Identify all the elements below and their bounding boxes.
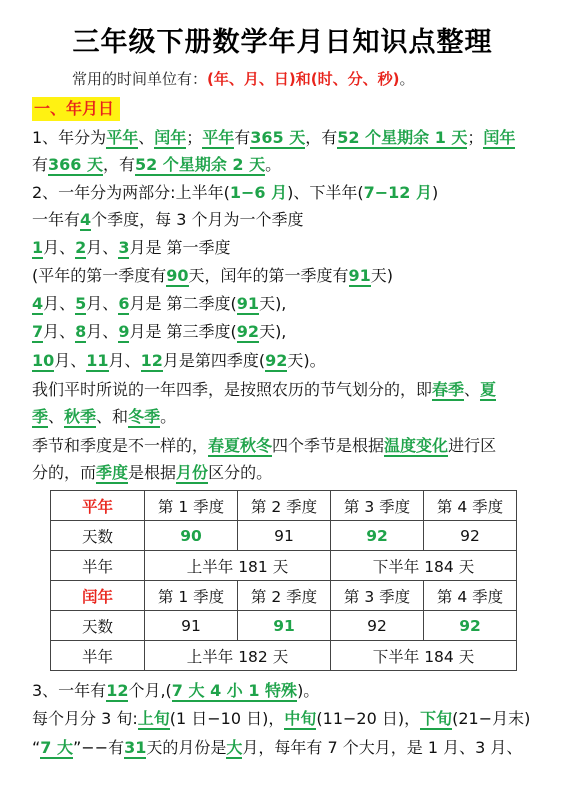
text: 。 [160,407,177,426]
keyword-leap-year: 闰年 [483,128,516,147]
text: ) [431,183,439,202]
table-cell: 半年 [51,551,145,581]
paragraph-xun [32,708,530,730]
keyword-common-year: 平年 [106,128,139,147]
month-number: 9 [118,322,130,341]
paragraph-season-vs-quarter-line-1 [32,435,496,457]
paragraph-2 [32,182,438,204]
text: )、下半年( [287,183,364,202]
keyword-365-days: 365 天 [250,128,306,147]
table-cell: 92 [331,521,424,551]
text: 天)。 [287,351,326,370]
text: 、 [48,407,65,426]
keyword-spring: 春季 [432,380,465,399]
quarter-1-days-note [32,265,393,287]
table-cell: 第 3 季度 [331,491,424,521]
table-row [51,491,517,521]
quarter-3-line [32,321,286,343]
text: 分的，而 [32,463,97,482]
days-number: 91 [348,266,371,285]
table-cell: 下半年 184 天 [331,641,517,671]
table-cell: 第 1 季度 [145,491,238,521]
text: 月是 第一季度 [129,238,231,257]
table-cell: 上半年 182 天 [145,641,331,671]
keyword-first-half-months: 1−6 月 [229,183,288,202]
keyword-autumn: 秋季 [64,407,97,426]
month-number: 2 [75,238,87,257]
text: 月是第四季度( [162,351,266,370]
keyword-366-days: 366 天 [48,155,103,174]
month-number: 10 [32,351,55,370]
text: 月、 [86,294,119,313]
text: 季节和季度是不一样的， [32,436,209,455]
month-number: 1 [32,238,44,257]
keyword-summer: 季 [32,407,49,426]
table-row [51,641,517,671]
text: 月是 第二季度( [129,294,237,313]
text: 月、 [43,294,76,313]
text: (1 日−10 日)， [169,709,285,728]
month-number: 4 [32,294,44,313]
month-number: 6 [118,294,130,313]
keyword-second-half-months: 7−12 月 [363,183,432,202]
table-cell: 91 [145,611,238,641]
text: 进行区 [448,436,497,455]
text: ”−−有 [73,738,125,757]
table-cell: 第 4 季度 [424,581,517,611]
text: “ [32,738,41,757]
table-cell: 第 3 季度 [331,581,424,611]
text: 月，每年有 7 个大月，是 1 月、3 月、 [242,738,523,757]
text: (平年的第一季度有 [32,266,167,285]
paragraph-seasons-line-2 [32,406,176,428]
table-cell: 第 1 季度 [145,581,238,611]
subtitle-suffix: 。 [399,70,415,88]
table-row [51,581,517,611]
text: 天) [370,266,394,285]
text: 区分的。 [208,463,273,482]
month-number: 8 [75,322,87,341]
keyword-first-xun: 上旬 [137,709,170,728]
text: ； [186,128,203,147]
table-row [51,551,517,581]
text: 天), [259,294,287,313]
keyword-12: 12 [106,681,129,700]
days-number: 92 [265,351,288,370]
text: ，有 [103,155,136,174]
text: 月、 [86,322,119,341]
text: 、和 [96,407,129,426]
table-cell: 90 [145,521,238,551]
paragraph-1-line-1 [32,127,515,149]
paragraph-big-months [32,737,522,759]
paragraph-seasons-line-1 [32,379,496,401]
quarter-days-table [50,490,517,671]
text: 是根据 [128,463,177,482]
keyword-31: 31 [124,738,147,757]
text: (11−20 日)， [316,709,421,728]
table-cell-leap-year: 闰年 [51,581,145,611]
text: 1、年分为 [32,128,107,147]
text: 月是 第三季度( [129,322,237,341]
paragraph-3 [32,209,304,231]
text: 2、一年分为两部分:上半年( [32,183,230,202]
text: 一年有 [32,210,81,229]
text: 有 [234,128,251,147]
text: 个季度，每 3 个月为一个季度 [91,210,304,229]
text: 月、 [43,238,76,257]
paragraph-season-vs-quarter-line-2 [32,462,272,484]
days-number: 92 [236,322,260,341]
keyword-month: 月份 [176,463,209,482]
section-heading-year-month-day: 一、年月日 [32,97,120,121]
keyword-common-year: 平年 [202,128,235,147]
keyword-7-big: 7 大 [40,738,74,757]
text: 、 [464,380,481,399]
text: 每个月分 3 旬: [32,709,138,728]
text: (21−月末) [452,709,531,728]
table-cell: 92 [331,611,424,641]
table-cell: 天数 [51,521,145,551]
keyword-middle-xun: 中旬 [284,709,317,728]
quarter-1-line [32,237,231,259]
paragraph-1-line-2 [32,154,281,176]
text: 天，闰年的第一季度有 [188,266,349,285]
table-cell: 上半年 181 天 [145,551,331,581]
table-cell: 半年 [51,641,145,671]
keyword-leap-year: 闰年 [154,128,187,147]
days-number: 91 [236,294,260,313]
month-number: 7 [32,322,44,341]
table-row [51,611,517,641]
keyword-7-big-4-small-1-special: 7 大 4 小 1 特殊 [171,681,298,700]
quarter-2-line [32,293,286,315]
text: 四个季节是根据 [272,436,385,455]
keyword-temperature-change: 温度变化 [384,436,449,455]
text: 。 [265,155,282,174]
subtitle-units: (年、月、日)和(时、分、秒) [207,70,400,88]
subtitle [72,68,414,89]
text: 个月,( [128,681,172,700]
keyword-summer: 夏 [480,380,497,399]
text: 有 [32,155,49,174]
text: 、 [138,128,155,147]
page-title: 三年级下册数学年月日知识点整理 [72,27,493,58]
table-cell: 第 4 季度 [424,491,517,521]
keyword-52-weeks-1-day: 52 个星期余 1 天 [337,128,468,147]
text: 我们平时所说的一年四季，是按照农历的节气划分的，即 [32,380,433,399]
table-cell: 天数 [51,611,145,641]
table-cell: 91 [238,521,331,551]
month-number: 11 [86,351,109,370]
text: )。 [297,681,320,700]
table-cell: 91 [238,611,331,641]
keyword-big: 大 [226,738,243,757]
month-number: 3 [118,238,130,257]
text: 天的月份是 [146,738,227,757]
table-cell: 92 [424,521,517,551]
table-row [51,521,517,551]
days-number: 90 [166,266,189,285]
table-cell: 下半年 184 天 [331,551,517,581]
table-cell: 92 [424,611,517,641]
text: ，有 [305,128,338,147]
quarter-4-line [32,350,326,372]
month-number: 5 [75,294,87,313]
month-number: 12 [140,351,163,370]
table-cell: 第 2 季度 [238,581,331,611]
table-cell-common-year: 平年 [51,491,145,521]
text: 月、 [43,322,76,341]
keyword-winter: 冬季 [128,407,161,426]
keyword-four-seasons: 春夏秋冬 [208,436,273,455]
keyword-quarter: 季度 [96,463,129,482]
text: 月、 [86,238,119,257]
text: ； [467,128,484,147]
paragraph-months [32,680,319,702]
keyword-last-xun: 下旬 [420,709,453,728]
table-cell: 第 2 季度 [238,491,331,521]
text: 月、 [54,351,87,370]
keyword-4: 4 [80,210,92,229]
text: 3、一年有 [32,681,107,700]
text: 天), [259,322,287,341]
text: 月、 [108,351,141,370]
subtitle-prefix: 常用的时间单位有： [72,70,208,88]
keyword-52-weeks-2-days: 52 个星期余 2 天 [135,155,266,174]
